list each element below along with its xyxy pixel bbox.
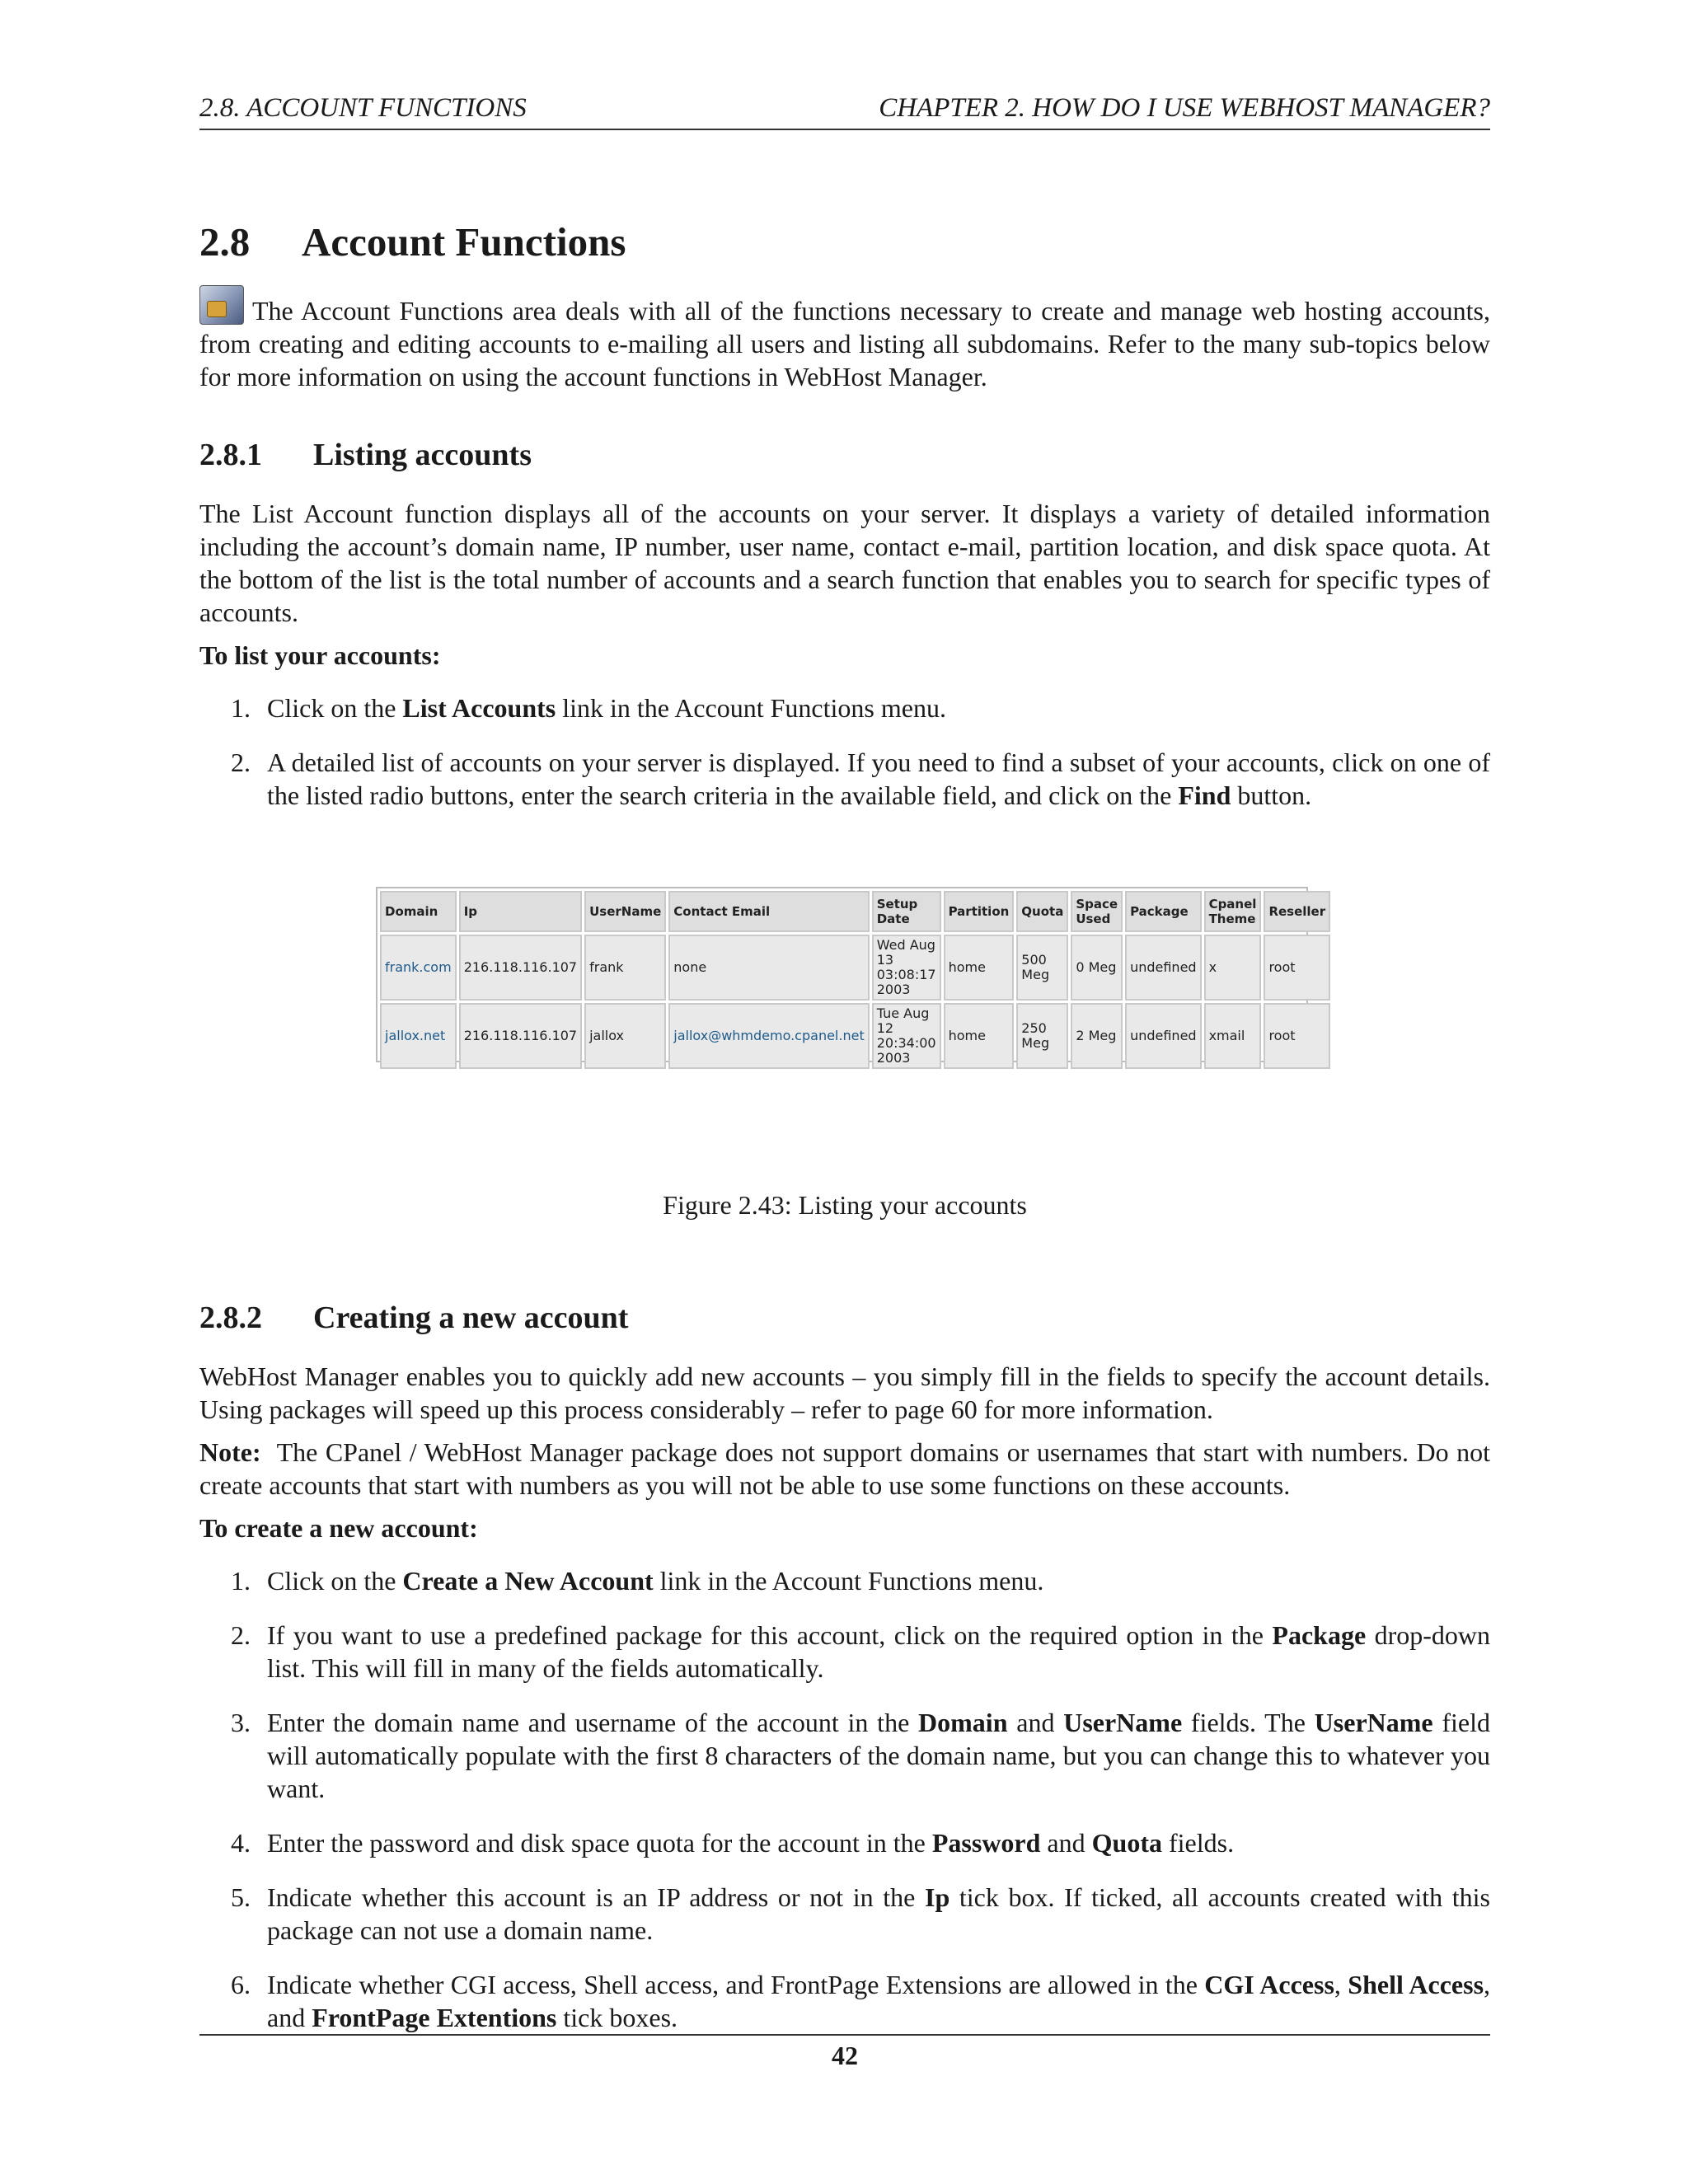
col-space-used: Space Used <box>1071 891 1123 932</box>
domain-link[interactable]: jallox.net <box>380 1003 457 1069</box>
col-reseller: Reseller <box>1264 891 1330 932</box>
col-package: Package <box>1125 891 1202 932</box>
cell-reseller: root <box>1264 935 1330 1001</box>
cell-reseller: root <box>1264 1003 1330 1069</box>
cell-quota: 500 Meg <box>1016 935 1068 1001</box>
subsection-heading-creating: 2.8.2 Creating a new account <box>199 1301 629 1335</box>
page-number: 42 <box>832 2041 858 2070</box>
cell-theme: x <box>1204 935 1262 1001</box>
header-left: 2.8. ACCOUNT FUNCTIONS <box>199 93 527 123</box>
cell-space-used: 0 Meg <box>1071 935 1123 1001</box>
cell-partition: home <box>944 935 1015 1001</box>
col-ip: Ip <box>459 891 582 932</box>
col-username: UserName <box>584 891 666 932</box>
cell-ip: 216.118.116.107 <box>459 935 582 1001</box>
list-item: 3. Enter the domain name and username of the account in the Domain and UserName fields. The UserName field will automatically populate with the first 8 characters of the domain name, but you can change this to whatever you want. <box>231 1708 1491 1803</box>
listing-steps <box>199 691 1490 812</box>
section-heading <box>199 218 1490 267</box>
creating-section <box>199 1297 1490 2034</box>
creating-howto: To create a new account: <box>199 1513 478 1543</box>
cell-setup-date: Wed Aug 13 03:08:17 2003 <box>872 935 941 1001</box>
cell-package: undefined <box>1125 1003 1202 1069</box>
cell-setup-date: Tue Aug 12 20:34:00 2003 <box>872 1003 941 1069</box>
table-row <box>380 1003 1330 1069</box>
col-contact-email: Contact Email <box>668 891 869 932</box>
account-functions-icon <box>199 285 244 325</box>
accounts-table <box>377 888 1333 1071</box>
cell-space-used: 2 Meg <box>1071 1003 1123 1069</box>
section-number: 2.8 <box>199 219 251 265</box>
cell-username: frank <box>584 935 666 1001</box>
listing-paragraph: The List Account function displays all of the accounts on your server. It displays a variety of detailed information including the account’s domain name, IP number, user name, contact e-mail, partition location, and disk space quota. At the bottom of the list is the total number of accounts and a search function that enables you to search for specific types of accounts. <box>199 499 1490 627</box>
domain-link[interactable]: frank.com <box>380 935 457 1001</box>
section-title: Account Functions <box>302 219 626 265</box>
list-item: 2. A detailed list of accounts on your server is displayed. If you need to find a subset of your accounts, click on one of the listed radio buttons, enter the search criteria in the available field, and click on the Find button. <box>231 748 1490 810</box>
list-item: 1. Click on the List Accounts link in the Account Functions menu. <box>231 693 946 723</box>
list-item: 2. If you want to use a predefined package for this account, click on the required option in the Package drop-down list. This will fill in many of the fields automatically. <box>231 1620 1491 1683</box>
list-item: 6. Indicate whether CGI access, Shell access, and FrontPage Extensions are allowed in the CGI Access, Shell Access, and FrontPage Extentions tick boxes. <box>231 1970 1491 2032</box>
listing-howto: To list your accounts: <box>199 640 441 670</box>
header-right: CHAPTER 2. HOW DO I USE WEBHOST MANAGER? <box>879 93 1490 123</box>
list-accounts-screenshot <box>376 887 1326 1066</box>
figure-caption: Figure 2.43: Listing your accounts <box>663 1190 1027 1220</box>
col-partition: Partition <box>944 891 1015 932</box>
subsection-heading-listing: 2.8.1 Listing accounts <box>199 438 532 472</box>
cell-username: jallox <box>584 1003 666 1069</box>
cell-partition: home <box>944 1003 1015 1069</box>
intro-paragraph: The Account Functions area deals with all of the functions necessary to create and manage web hosting accounts, from creating and editing accounts to e-mailing all users and listing all subdomains. Refer to the many sub-topics below for more information on using the account functions in WebHost Manager. <box>199 285 1490 393</box>
list-item: 4. Enter the password and disk space quota for the account in the Password and Quota fields. <box>231 1828 1235 1858</box>
creating-steps <box>199 1564 1490 2034</box>
col-domain: Domain <box>380 891 457 932</box>
col-quota: Quota <box>1016 891 1068 932</box>
cell-theme: xmail <box>1204 1003 1262 1069</box>
col-cpanel-theme: Cpanel Theme <box>1204 891 1262 932</box>
cell-quota: 250 Meg <box>1016 1003 1068 1069</box>
running-header <box>199 91 1490 130</box>
cell-contact-email: none <box>668 935 869 1001</box>
creating-paragraph: WebHost Manager enables you to quickly add new accounts – you simply fill in the fields to specify the account details. Using packages will speed up this process considerably – refer to page 60 for more information. <box>199 1361 1490 1424</box>
contact-email-link[interactable]: jallox@whmdemo.cpanel.net <box>668 1003 869 1069</box>
note-paragraph: Note: The CPanel / WebHost Manager package does not support domains or usernames that start with numbers. Do not create accounts that start with numbers as you will not be able to use some functions on these accounts. <box>199 1437 1491 1500</box>
table-header-row <box>380 891 1330 932</box>
table-row <box>380 935 1330 1001</box>
cell-package: undefined <box>1125 935 1202 1001</box>
list-item: 1. Click on the Create a New Account link in the Account Functions menu. <box>231 1566 1044 1596</box>
list-item: 5. Indicate whether this account is an IP address or not in the Ip tick box. If ticked, all accounts created with this package can not use a domain name. <box>231 1882 1491 1945</box>
col-setup-date: Setup Date <box>872 891 941 932</box>
footer-rule <box>199 2034 1490 2036</box>
cell-ip: 216.118.116.107 <box>459 1003 582 1069</box>
